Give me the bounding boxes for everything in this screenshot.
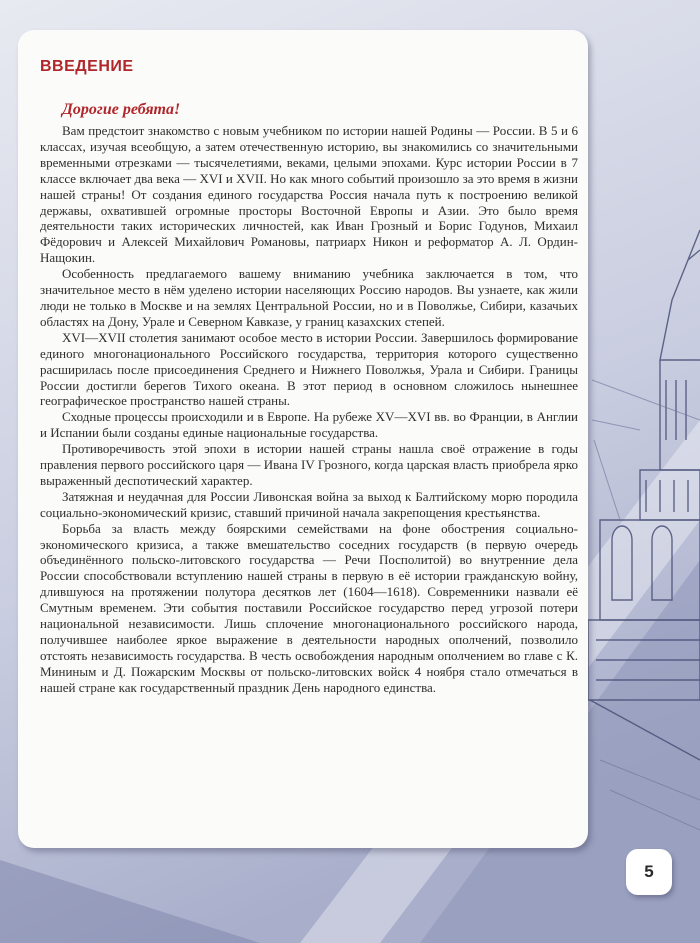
section-title: ВВЕДЕНИЕ <box>40 58 134 75</box>
paragraph: Противоречивость этой эпохи в истории нашей страны нашла своё отражение в годы правления первого российского царя — Ивана IV Грозного, когда царская власть приобрела ярко выраженный деспотический характер. <box>40 441 578 488</box>
paragraph: Вам предстоит знакомство с новым учебником по истории нашей Родины — России. В 5 и 6 классах, изучая всеобщую, а затем отечественную историю, вы знакомились со значительными временными отрезками — тысячелетиями, веками, целыми эпохами. Курс истории России в 7 классе включает два века — XVI и XVII. Но как много событий произошло за это время в жизни нашей страны! От создания единого государства Россия начала путь к построению великой державы, охватившей огромные просторы Восточной Европы и Азии. Это было время деятельности таких исторических личностей, как Иван Грозный и Борис Годунов, Михаил Фёдорович и Алексей Михайлович Романовы, патриарх Никон и реформатор А. Л. Ордин-Нащокин. <box>40 123 578 266</box>
paragraph: XVI—XVII столетия занимают особое место в истории России. Завершилось формирование единого многонационального Российского государства, территория которого существенно расширилась после присоединения Среднего и Нижнего Поволжья, Урала и Сибири. Границы России достигли берегов Тихого океана. В этот период в основном сложилось нынешнее географическое пространство нашей страны. <box>40 329 578 409</box>
greeting-heading: Дорогие ребята! <box>62 101 181 118</box>
paragraph: Особенность предлагаемого вашему вниманию учебника заключается в том, что значительное место в нём уделено истории населяющих Россию народов. Вы узнаете, как жили люди не только в Москве и на землях Центральной России, но и в Поволжье, Сибири, казачьих областях на Дону, Урале и Северном Кавказе, у границ казахских степей. <box>40 266 578 329</box>
paragraph: Затяжная и неудачная для России Ливонская война за выход к Балтийскому морю породила социально-экономический кризис, ставший причиной начала закрепощения крестьянства. <box>40 488 578 520</box>
paragraph: Борьба за власть между боярскими семействами на фоне обострения социально-экономического кризиса, а также вмешательство соседних государств (в первую очередь объединённого польско-литовского государства — Речи Посполитой) во внутренние дела России способствовали вступлению нашей страны в первую в её истории гражданскую войну, длившуюся на протяжении полутора десятков лет (1604—1618). Современники назвали её Смутным временем. Эти события поставили Российское государство перед угрозой потери национальной независимости. Лишь сплочение многонационального российского народа, получившее наиболее яркое выражение в деятельности народных ополчений, позволило отстоять независимость государства. В честь освобождения народным ополчением во главе с К. Мининым и Д. Пожарским Москвы от польско-литовских войск 4 ноября стало отмечаться в нашей стране как государственный праздник День народного единства. <box>40 520 578 695</box>
body-text <box>40 123 578 696</box>
paragraph: Сходные процессы происходили и в Европе. На рубеже XV—XVI вв. во Франции, в Англии и Испании были созданы единые национальные государства. <box>40 409 578 441</box>
page-number: 5 <box>626 849 672 895</box>
